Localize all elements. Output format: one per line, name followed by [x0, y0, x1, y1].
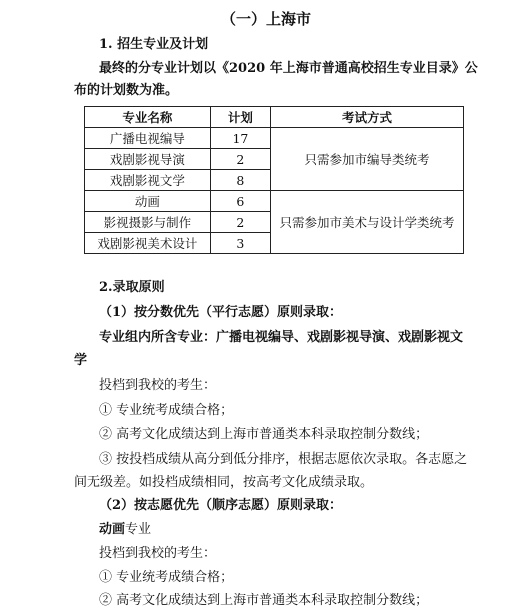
- p2-heading: （2）按志愿优先（顺序志愿）原则录取：: [99, 498, 343, 513]
- p2-major: [99, 521, 151, 539]
- table-row: [85, 191, 464, 212]
- table-row: [85, 128, 464, 149]
- p2-major-suffix: 专业: [125, 522, 152, 537]
- p2-item1: ① 专业统考成绩合格；: [99, 570, 234, 585]
- section-title: （一）上海市: [220, 10, 311, 28]
- cell-plan: 17: [210, 128, 270, 149]
- cell-plan: 2: [210, 149, 270, 170]
- cell-major: 动画: [85, 191, 211, 212]
- cell-exam-group1: 只需参加市编导类统考: [271, 128, 464, 191]
- p1-majors-line2: 学: [74, 353, 88, 368]
- enrollment-plan-table: [84, 106, 464, 254]
- cell-plan: 2: [210, 212, 270, 233]
- s1-intro-line1: 最终的分专业计划以《2020 年上海市普通高校招生专业目录》公: [99, 61, 478, 76]
- p1-majors-line1: 专业组内所含专业：广播电视编导、戏剧影视导演、戏剧影视文: [99, 330, 464, 345]
- cell-major: 广播电视编导: [85, 128, 211, 149]
- cell-plan: 3: [210, 233, 270, 254]
- p1-item3-line2: 间无级差。如投档成绩相同，按高考文化成绩录取。: [74, 475, 374, 490]
- header-plan: 计划: [210, 107, 270, 128]
- p1-heading: （1）按分数优先（平行志愿）原则录取：: [99, 305, 343, 320]
- cell-major: 戏剧影视美术设计: [85, 233, 211, 254]
- s2-heading: 2.录取原则: [99, 280, 165, 295]
- s1-heading: 1. 招生专业及计划: [99, 37, 209, 52]
- p1-intro: 投档到我校的考生：: [99, 378, 217, 393]
- p2-major-name: 动画: [99, 522, 126, 537]
- header-major: 专业名称: [85, 107, 211, 128]
- cell-plan: 8: [210, 170, 270, 191]
- p1-item3-line1: ③ 按投档成绩从高分到低分排序，根据志愿依次录取。各志愿之: [99, 452, 468, 467]
- cell-plan: 6: [210, 191, 270, 212]
- p1-item1: ① 专业统考成绩合格；: [99, 403, 234, 418]
- cell-exam-group2: 只需参加市美术与设计学类统考: [271, 191, 464, 254]
- s1-intro-line2: 布的计划数为准。: [74, 83, 179, 98]
- cell-major: 戏剧影视文学: [85, 170, 211, 191]
- p2-item2: ② 高考文化成绩达到上海市普通类本科录取控制分数线；: [99, 593, 429, 608]
- cell-major: 影视摄影与制作: [85, 212, 211, 233]
- p2-intro: 投档到我校的考生：: [99, 546, 217, 561]
- p1-item2: ② 高考文化成绩达到上海市普通类本科录取控制分数线；: [99, 427, 429, 442]
- cell-major: 戏剧影视导演: [85, 149, 211, 170]
- table-header-row: [85, 107, 464, 128]
- header-exam: 考试方式: [271, 107, 464, 128]
